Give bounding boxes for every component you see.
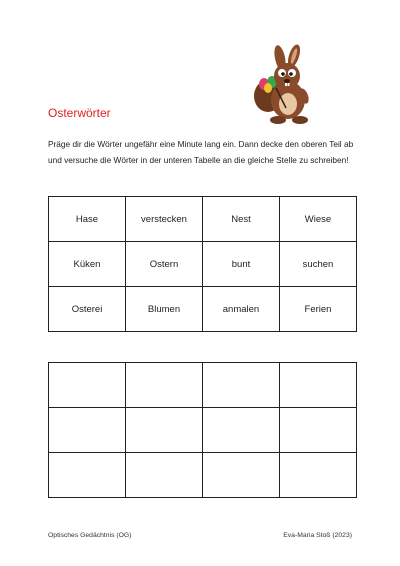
blank-cell[interactable] xyxy=(280,408,357,453)
easter-bunny-icon xyxy=(248,44,318,128)
blank-cell[interactable] xyxy=(126,408,203,453)
table-row xyxy=(49,408,357,453)
blank-cell[interactable] xyxy=(49,408,126,453)
worksheet-title: Osterwörter xyxy=(48,106,111,120)
word-cell: Ferien xyxy=(280,287,357,332)
footer-right-text: Eva-Maria Stoß (2023) xyxy=(283,532,352,539)
word-cell: verstecken xyxy=(126,197,203,242)
word-cell: Hase xyxy=(49,197,126,242)
word-cell: Blumen xyxy=(126,287,203,332)
word-cell: Wiese xyxy=(280,197,357,242)
blank-cell[interactable] xyxy=(280,363,357,408)
footer-left-text: Optisches Gedächtnis (OG) xyxy=(48,532,132,539)
word-table xyxy=(48,196,357,332)
instructions-text: Präge dir die Wörter ungefähr eine Minute lang ein. Dann decke den oberen Teil ab und versuche die Wörter in der unteren Tabelle an die gleiche Stelle zu schreiben! xyxy=(48,139,354,165)
word-cell: Osterei xyxy=(49,287,126,332)
blank-cell[interactable] xyxy=(280,453,357,498)
word-cell: bunt xyxy=(203,242,280,287)
blank-cell[interactable] xyxy=(126,363,203,408)
blank-cell[interactable] xyxy=(126,453,203,498)
blank-answer-table xyxy=(48,362,357,498)
table-row xyxy=(49,197,357,242)
table-row xyxy=(49,453,357,498)
word-cell: suchen xyxy=(280,242,357,287)
word-cell: Ostern xyxy=(126,242,203,287)
blank-cell[interactable] xyxy=(203,408,280,453)
table-row xyxy=(49,242,357,287)
blank-cell[interactable] xyxy=(203,453,280,498)
blank-cell[interactable] xyxy=(203,363,280,408)
word-cell: Küken xyxy=(49,242,126,287)
table-row xyxy=(49,287,357,332)
blank-cell[interactable] xyxy=(49,363,126,408)
table-row xyxy=(49,363,357,408)
word-cell: anmalen xyxy=(203,287,280,332)
blank-cell[interactable] xyxy=(49,453,126,498)
word-cell: Nest xyxy=(203,197,280,242)
